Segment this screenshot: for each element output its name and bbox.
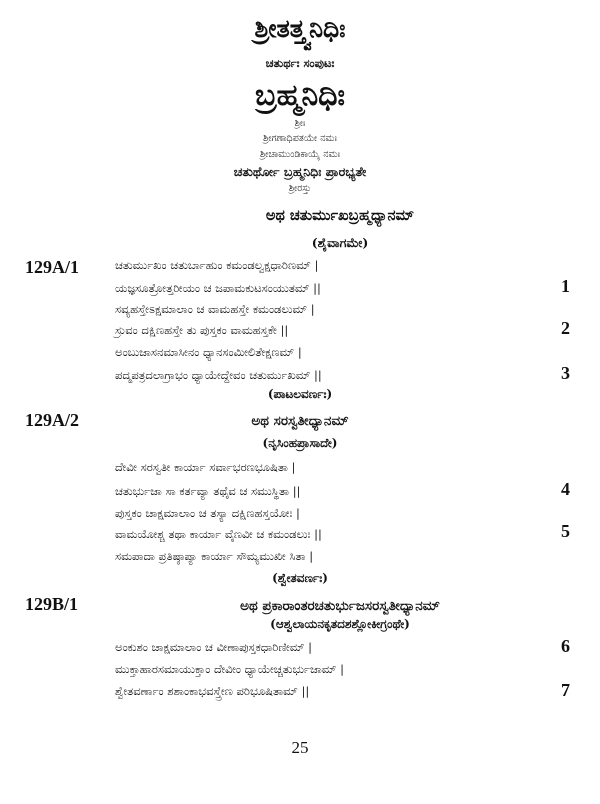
verse-number: 7 [561,680,570,700]
book-title: ಬ್ರಹ್ಮನಿಧಿಃ [254,78,346,113]
page-title: ಶ್ರೀತತ್ತ್ವನಿಧಿಃ [254,14,346,43]
volume-label: ಚತುರ್ಥಃ ಸಂಪುಟಃ [265,56,335,70]
section-source: (ನೃಸಿಂಹಪ್ರಾಸಾದೇ) [262,436,338,450]
verse-line: ಸ್ರುವಂ ದಕ್ಷಿಣಹಸ್ತೇ ತು ಪುಸ್ತಕಂ ವಾಮಹಸ್ತಕೇ || [115,323,289,337]
section-footer: (ಶ್ವೇತವರ್ಣಃ) [272,571,328,585]
section-heading: ಅಥ ಸರಸ್ವತೀಧ್ಯಾನಮ್ [251,413,349,429]
verse-number: 3 [561,363,570,383]
verse-line: ದೇವೀ ಸರಸ್ವತೀ ಕಾರ್ಯಾ ಸರ್ವಾಭರಣಭೂಷಿತಾ | [115,460,296,474]
section-source-main: (ಶೈವಾಗಮೇ) [311,235,369,250]
verse-line: ಅಂಕುಶಂ ಚಾಕ್ಷಮಾಲಾಂ ಚ ವೀಣಾಪುಸ್ತಕಧಾರಿಣೀಮ್ | [115,640,312,654]
blessing-line: ಶ್ರೀರಸ್ತು [288,183,312,194]
verse-line: ಸಮಪಾದಾ ಪ್ರತಿಷ್ಠಾಪ್ಯಾ ಕಾರ್ಯಾ ಸೌಮ್ಯಮುಖೀ ಸಿತಾ | [115,549,314,563]
verse-line: ಪುಸ್ತಕಂ ಚಾಕ್ಷಮಾಲಾಂ ಚ ತಸ್ಯಾ ದಕ್ಷಿಣಹಸ್ತಯೋಃ | [115,506,300,520]
verse-line: ಮುಕ್ತಾಹಾರಸಮಾಯುಕ್ತಾಂ ದೇವೀಂ ಧ್ಯಾಯೇಚ್ಚತುರ್ಭುಜಾಮ್ | [115,662,344,676]
section-id: 129B/1 [25,594,79,614]
invocation-3: ಶ್ರೀಚಾಮುಂಡಿಕಾಯೈ ನಮಃ [260,149,340,160]
verse-line: ಚತುರ್ಮುಖಂ ಚತುರ್ಬಾಹುಂ ಕಮಂಡಲ್ವಕ್ಷಧಾರಿಣಮ್ | [115,258,319,272]
begin-line: ಚತುರ್ಥೋ ಬ್ರಹ್ಮನಿಧಿಃ ಪ್ರಾರಭ್ಯತೇ [233,164,367,179]
verse-line: ಅಂಬುಜಾಸನಮಾಸೀನಂ ಧ್ಯಾನಸಂಮೀಲಿತೇಕ್ಷಣಮ್ | [115,345,302,359]
verse-line: ವಾಮಯೋಶ್ಚ ತಥಾ ಕಾರ್ಯಾ ವೈಣವೀ ಚ ಕಮಂಡಲುಃ || [115,527,322,541]
verse-number: 5 [561,521,570,541]
section-heading: ಅಥ ಪ್ರಕಾರಾಂತರಚತುರ್ಭುಜಸರಸ್ವತೀಧ್ಯಾನಮ್ [240,598,440,614]
verse-line: ಚತುರ್ಭುಜಾ ಸಾ ಕರ್ತವ್ಯಾ ತಥೈವ ಚ ಸಮುಸ್ಥಿತಾ || [115,484,301,498]
verse-line: ಯಜ್ಞಸೂತ್ರೋತ್ತರೀಯಂ ಚ ಜಪಾಮಕುಟಸಂಯುತಮ್ || [115,281,321,295]
verse-number: 4 [561,479,570,499]
invocation-2: ಶ್ರೀಗಣಾಧಿಪತಯೇ ನಮಃ [263,133,337,144]
section-source: (ಆಶ್ವಲಾಯನಕೃತದಶಶ್ಲೋಕೀಗ್ರಂಥೇ) [270,617,410,631]
section-id: 129A/2 [25,410,79,430]
verse-number: 2 [561,318,570,338]
verse-number: 1 [561,276,570,296]
verse-line: ಶ್ವೇತವರ್ಣಾಂ ಶಶಾಂಕಾಭವಸ್ತ್ರೇಣ ಪರಿಭೂಷಿತಾಮ್ || [115,684,310,698]
section-footer: (ಪಾಟಲವರ್ಣಃ) [267,387,333,401]
verse-number: 6 [561,636,570,656]
section-id: 129A/1 [25,257,79,277]
invocation-1: ಶ್ರೀಃ [294,118,306,129]
verse-line: ಪದ್ಮಪತ್ರದಲಾಗ್ರಾಭಂ ಧ್ಯಾಯೇದ್ದೇವಂ ಚತುರ್ಮುಖಮ್ || [115,368,322,382]
section-heading-main: ಅಥ ಚತುರ್ಮುಖಬ್ರಹ್ಮಧ್ಯಾನಮ್ [265,207,415,224]
verse-line: ಸವ್ಯಹಸ್ತೇಽಕ್ಷಮಾಲಾಂ ಚ ವಾಮಹಸ್ತೇ ಕಮಂಡಲುಮ್ | [115,302,315,316]
page-number: 25 [291,738,309,757]
